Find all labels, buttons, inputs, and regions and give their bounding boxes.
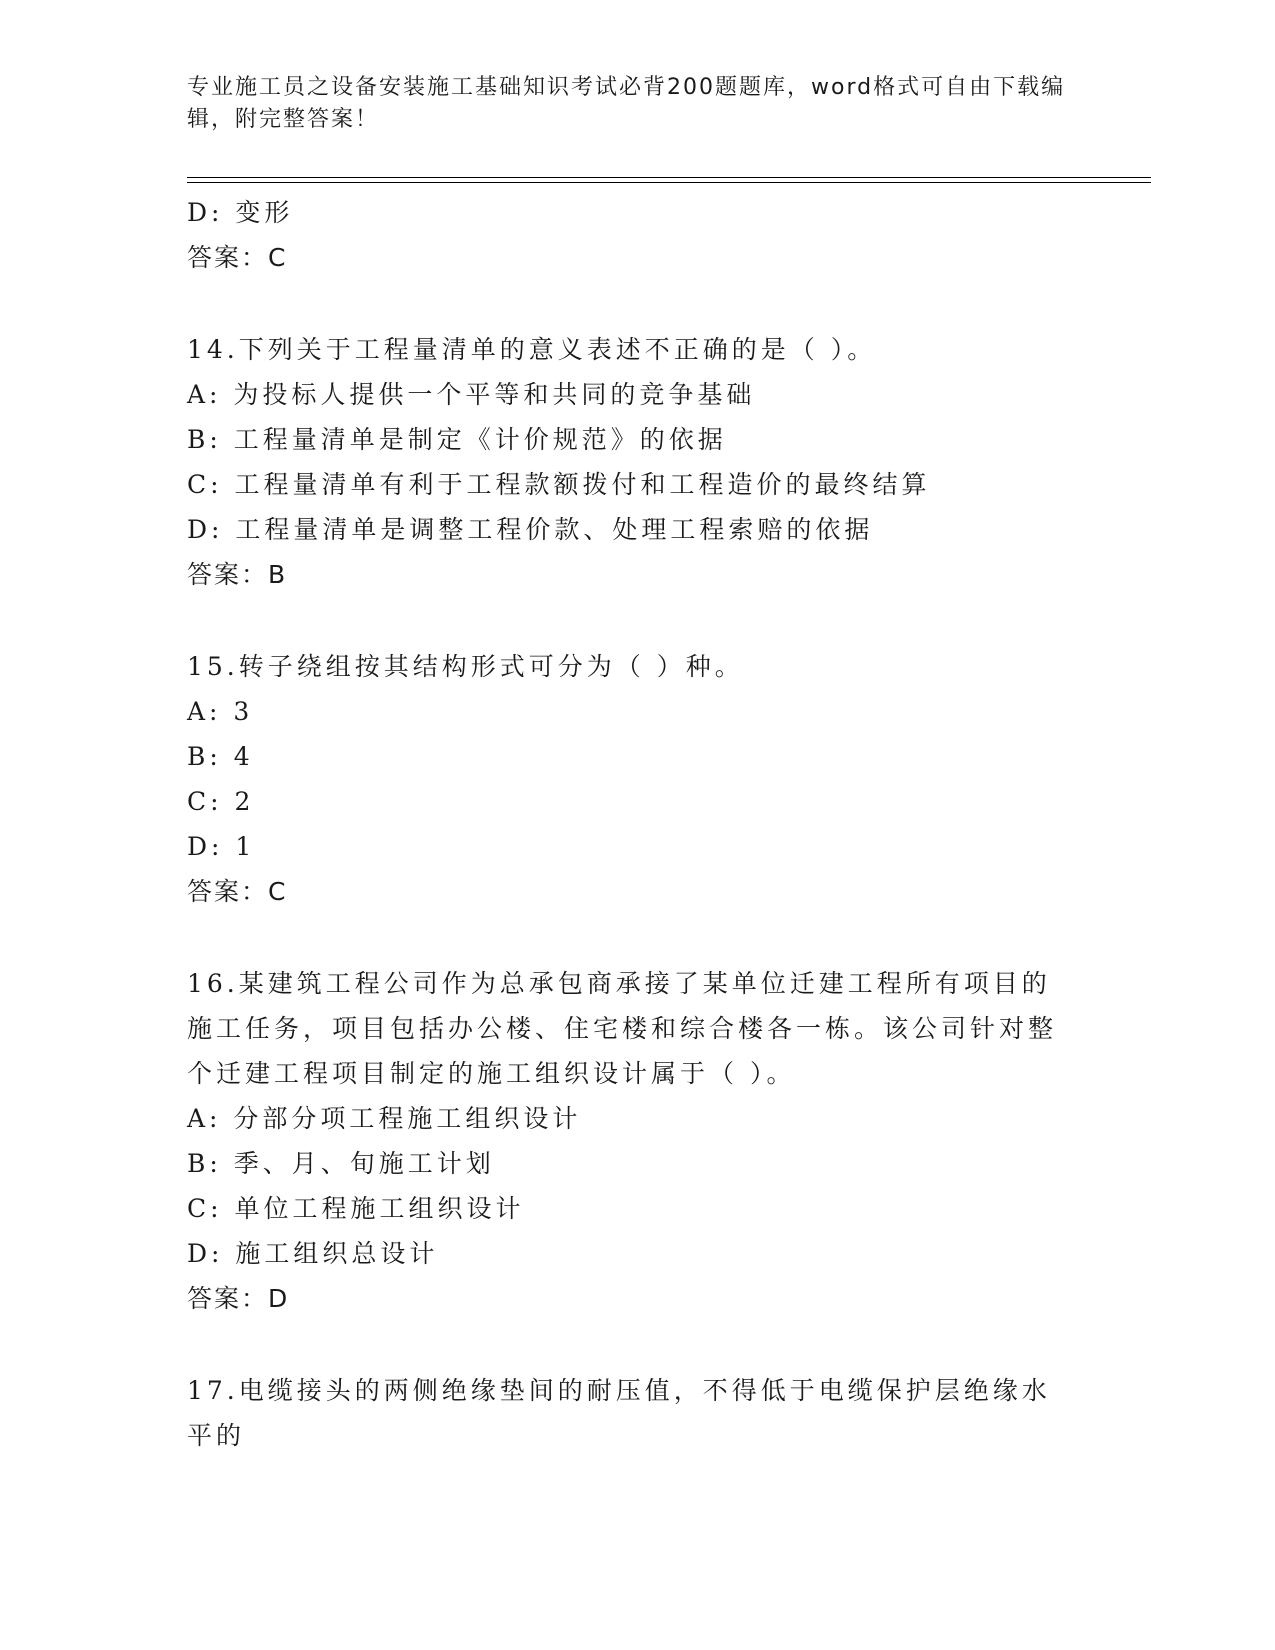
option-b: B: 工程量清单是制定《计价规范》的依据	[187, 425, 727, 454]
question-stem: 17.电缆接头的两侧绝缘垫间的耐压值，不得低于电缆保护层绝缘水平的	[187, 1376, 1051, 1450]
option-c: C: 单位工程施工组织设计	[187, 1194, 525, 1223]
answer: 答案：D	[187, 1284, 290, 1313]
answer: 答案：C	[187, 243, 288, 272]
option-d: D: 施工组织总设计	[187, 1239, 439, 1268]
question-list	[187, 190, 1087, 1458]
option-a: A: 分部分项工程施工组织设计	[187, 1104, 582, 1133]
answer: 答案：B	[187, 560, 288, 589]
option-d: D: 变形	[187, 198, 294, 227]
question-16	[187, 961, 1087, 1321]
option-a: A: 为投标人提供一个平等和共同的竞争基础	[187, 380, 756, 409]
option-b: B: 4	[187, 742, 254, 771]
question-15	[187, 644, 1087, 914]
option-b: B: 季、月、旬施工计划	[187, 1149, 495, 1178]
question-stem: 14.下列关于工程量清单的意义表述不正确的是（ ）。	[187, 335, 877, 364]
question-stem: 15.转子绕组按其结构形式可分为（ ）种。	[187, 652, 744, 681]
answer: 答案：C	[187, 877, 288, 906]
option-d: D: 工程量清单是调整工程价款、处理工程索赔的依据	[187, 515, 874, 544]
question-14	[187, 327, 1087, 597]
question-stem: 16.某建筑工程公司作为总承包商承接了某单位迁建工程所有项目的施工任务，项目包括办公楼、住宅楼和综合楼各一栋。该公司针对整个迁建工程项目制定的施工组织设计属于（ ）。	[187, 969, 1058, 1088]
question-17	[187, 1368, 1087, 1458]
header-rule-top	[187, 177, 1151, 178]
option-c: C: 2	[187, 787, 255, 816]
option-a: A: 3	[187, 697, 254, 726]
header-rule-bottom	[187, 182, 1151, 183]
option-d: D: 1	[187, 832, 256, 861]
option-c: C: 工程量清单有利于工程款额拨付和工程造价的最终结算	[187, 470, 931, 499]
document-header: 专业施工员之设备安装施工基础知识考试必背200题题库，word格式可自由下载编辑，附完整答案！	[187, 75, 1066, 132]
